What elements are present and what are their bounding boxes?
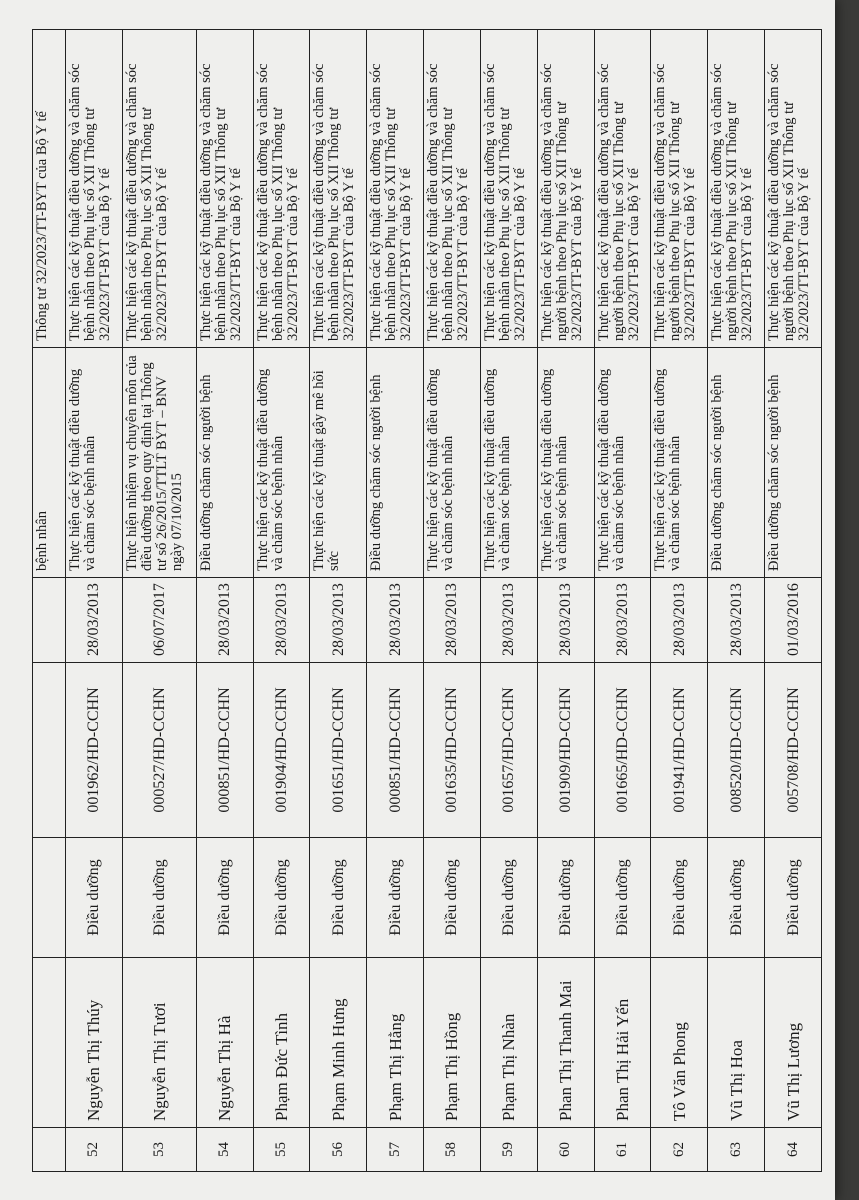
cell-role: Điều dưỡng: [253, 838, 310, 958]
cell-stt: 57: [367, 1128, 424, 1172]
cell-scope: Điều dưỡng chăm sóc người bệnh: [708, 348, 765, 578]
cell-cert: 001635/HD-CCHN: [424, 663, 481, 838]
cell-name: Phạm Thị Hồng: [424, 958, 481, 1128]
cell-scope: Thực hiện các kỹ thuật gây mê hồi sức: [310, 348, 367, 578]
cell-date: 28/03/2013: [367, 578, 424, 663]
cell-name: Nguyễn Thị Tươi: [122, 958, 196, 1128]
cell-stt: 56: [310, 1128, 367, 1172]
cell-stt: 59: [480, 1128, 537, 1172]
table-row: [196, 30, 253, 1172]
cell-role: Điều dưỡng: [367, 838, 424, 958]
table-row: [367, 30, 424, 1172]
cell-scope: Thực hiện các kỹ thuật điều dưỡng và chăm sóc bệnh nhân: [253, 348, 310, 578]
cell-name: Phạm Đức Tình: [253, 958, 310, 1128]
cell-role: Điều dưỡng: [480, 838, 537, 958]
cell-date: 28/03/2013: [66, 578, 123, 663]
cell-date: 28/03/2013: [253, 578, 310, 663]
cell-scope: Thực hiện các kỹ thuật điều dưỡng và chăm sóc bệnh nhân: [66, 348, 123, 578]
cell-regulation: Thực hiện các kỹ thuật điều dưỡng và chăm sóc người bệnh theo Phụ lục số XII Thông tư 32/2023/TT-BYT của Bộ Y tế: [765, 30, 822, 348]
cell-stt: 63: [708, 1128, 765, 1172]
cell-stt: [33, 1128, 66, 1172]
cell-name: Vũ Thị Hoa: [708, 958, 765, 1128]
table-row: [651, 30, 708, 1172]
cell-regulation: Thực hiện các kỹ thuật điều dưỡng và chăm sóc người bệnh theo Phụ lục số XII Thông tư 32/2023/TT-BYT của Bộ Y tế: [651, 30, 708, 348]
table-row: [253, 30, 310, 1172]
cell-scope: Thực hiện các kỹ thuật điều dưỡng và chăm sóc bệnh nhân: [594, 348, 651, 578]
cell-regulation: Thực hiện các kỹ thuật điều dưỡng và chăm sóc bệnh nhân theo Phụ lục số XII Thông tư 32/2023/TT-BYT của Bộ Y tế: [367, 30, 424, 348]
table-row: [424, 30, 481, 1172]
cell-scope: Thực hiện nhiệm vụ chuyên môn của điều dưỡng theo quy định tại Thông tư số 26/2015/TTLT BYT – BNV ngày 07/10/2015: [122, 348, 196, 578]
cell-name: Vũ Thị Lương: [765, 958, 822, 1128]
table-row: [537, 30, 594, 1172]
cell-stt: 61: [594, 1128, 651, 1172]
cell-name: Phan Thị Hải Yến: [594, 958, 651, 1128]
cell-stt: 60: [537, 1128, 594, 1172]
cell-date: 28/03/2013: [537, 578, 594, 663]
cell-regulation: Thực hiện các kỹ thuật điều dưỡng và chăm sóc bệnh nhân theo Phụ lục số XII Thông tư 32/2023/TT-BYT của Bộ Y tế: [480, 30, 537, 348]
cell-role: Điều dưỡng: [310, 838, 367, 958]
cell-date: 28/03/2013: [594, 578, 651, 663]
cell-role: Điều dưỡng: [424, 838, 481, 958]
cell-regulation: Thực hiện các kỹ thuật điều dưỡng và chăm sóc bệnh nhân theo Phụ lục số XII Thông tư 32/2023/TT-BYT của Bộ Y tế: [253, 30, 310, 348]
cell-role: Điều dưỡng: [708, 838, 765, 958]
cell-date: 28/03/2013: [708, 578, 765, 663]
cell-regulation: Thực hiện các kỹ thuật điều dưỡng và chăm sóc người bệnh theo Phụ lục số XII Thông tư 32/2023/TT-BYT của Bộ Y tế: [537, 30, 594, 348]
cell-cert: 001962/HD-CCHN: [66, 663, 123, 838]
cell-cert: 001904/HD-CCHN: [253, 663, 310, 838]
cell-regulation: Thực hiện các kỹ thuật điều dưỡng và chăm sóc bệnh nhân theo Phụ lục số XII Thông tư 32/2023/TT-BYT của Bộ Y tế: [66, 30, 123, 348]
cell-date: 28/03/2013: [310, 578, 367, 663]
cell-stt: 64: [765, 1128, 822, 1172]
staff-table-body: [33, 30, 822, 1172]
cell-name: Phạm Thị Hằng: [367, 958, 424, 1128]
cell-cert: 000851/HD-CCHN: [196, 663, 253, 838]
cell-scope: Thực hiện các kỹ thuật điều dưỡng và chăm sóc bệnh nhân: [651, 348, 708, 578]
table-row: [122, 30, 196, 1172]
cell-cert: 008520/HD-CCHN: [708, 663, 765, 838]
table-row: [708, 30, 765, 1172]
cell-cert: [33, 663, 66, 838]
cell-stt: 52: [66, 1128, 123, 1172]
cell-role: Điều dưỡng: [122, 838, 196, 958]
cell-regulation: Thực hiện các kỹ thuật điều dưỡng và chăm sóc bệnh nhân theo Phụ lục số XII Thông tư 32/2023/TT-BYT của Bộ Y tế: [122, 30, 196, 348]
cell-scope: Điều dưỡng chăm sóc người bệnh: [367, 348, 424, 578]
cell-role: Điều dưỡng: [66, 838, 123, 958]
cell-role: Điều dưỡng: [537, 838, 594, 958]
cell-cert: 001909/HD-CCHN: [537, 663, 594, 838]
cell-scope: Thực hiện các kỹ thuật điều dưỡng và chăm sóc bệnh nhân: [424, 348, 481, 578]
cell-date: 06/07/2017: [122, 578, 196, 663]
cell-name: Phan Thị Thanh Mai: [537, 958, 594, 1128]
cell-scope: Thực hiện các kỹ thuật điều dưỡng và chăm sóc bệnh nhân: [480, 348, 537, 578]
cell-regulation: Thực hiện các kỹ thuật điều dưỡng và chăm sóc người bệnh theo Phụ lục số XII Thông tư 32/2023/TT-BYT của Bộ Y tế: [708, 30, 765, 348]
cell-role: [33, 838, 66, 958]
cell-regulation: Thực hiện các kỹ thuật điều dưỡng và chăm sóc bệnh nhân theo Phụ lục số XII Thông tư 32/2023/TT-BYT của Bộ Y tế: [424, 30, 481, 348]
cell-cert: 005708/HD-CCHN: [765, 663, 822, 838]
cell-stt: 53: [122, 1128, 196, 1172]
table-row: [480, 30, 537, 1172]
cell-name: Nguyễn Thị Hà: [196, 958, 253, 1128]
cell-name: Phạm Minh Hưng: [310, 958, 367, 1128]
table-row: [594, 30, 651, 1172]
cell-stt: 58: [424, 1128, 481, 1172]
table-row: [765, 30, 822, 1172]
cell-date: 28/03/2013: [480, 578, 537, 663]
table-row: [310, 30, 367, 1172]
cell-name: [33, 958, 66, 1128]
cell-stt: 54: [196, 1128, 253, 1172]
cell-name: Nguyễn Thị Thúy: [66, 958, 123, 1128]
cell-stt: 62: [651, 1128, 708, 1172]
cell-name: Tô Văn Phong: [651, 958, 708, 1128]
cell-cert: 001941/HD-CCHN: [651, 663, 708, 838]
cell-cert: 000527/HD-CCHN: [122, 663, 196, 838]
cell-date: 28/03/2013: [651, 578, 708, 663]
cell-cert: 000851/HD-CCHN: [367, 663, 424, 838]
staff-table: [32, 29, 822, 1172]
cell-role: Điều dưỡng: [196, 838, 253, 958]
cell-scope: Điều dưỡng chăm sóc người bệnh: [196, 348, 253, 578]
cell-stt: 55: [253, 1128, 310, 1172]
cell-date: 28/03/2013: [424, 578, 481, 663]
cell-scope: Điều dưỡng chăm sóc người bệnh: [765, 348, 822, 578]
cell-date: 28/03/2013: [196, 578, 253, 663]
cell-regulation: Thực hiện các kỹ thuật điều dưỡng và chăm sóc người bệnh theo Phụ lục số XII Thông tư 32/2023/TT-BYT của Bộ Y tế: [594, 30, 651, 348]
table-row: [66, 30, 123, 1172]
cell-role: Điều dưỡng: [765, 838, 822, 958]
cell-cert: 001665/HD-CCHN: [594, 663, 651, 838]
cell-regulation: Thông tư 32/2023/TT-BYT của Bộ Y tế: [33, 30, 66, 348]
cell-cert: 001657/HD-CCHN: [480, 663, 537, 838]
cell-date: [33, 578, 66, 663]
cell-role: Điều dưỡng: [651, 838, 708, 958]
cell-cert: 001651/HD-CCHN: [310, 663, 367, 838]
cell-name: Phạm Thị Nhàn: [480, 958, 537, 1128]
cell-scope: Thực hiện các kỹ thuật điều dưỡng và chăm sóc bệnh nhân: [537, 348, 594, 578]
cell-role: Điều dưỡng: [594, 838, 651, 958]
cell-regulation: Thực hiện các kỹ thuật điều dưỡng và chăm sóc bệnh nhân theo Phụ lục số XII Thông tư 32/2023/TT-BYT của Bộ Y tế: [196, 30, 253, 348]
cell-regulation: Thực hiện các kỹ thuật điều dưỡng và chăm sóc bệnh nhân theo Phụ lục số XII Thông tư 32/2023/TT-BYT của Bộ Y tế: [310, 30, 367, 348]
cell-date: 01/03/2016: [765, 578, 822, 663]
table-row-continued: [33, 30, 66, 1172]
cell-scope: bệnh nhân: [33, 348, 66, 578]
